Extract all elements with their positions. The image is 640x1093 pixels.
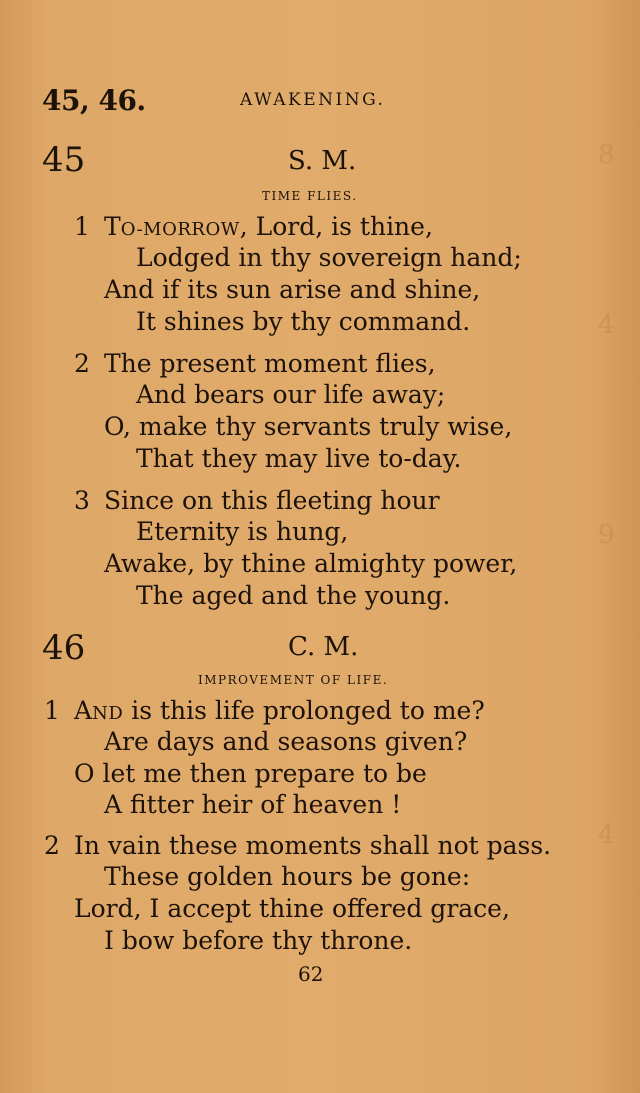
show-through-mark: 4	[598, 310, 615, 340]
show-through-mark: 9	[598, 520, 615, 550]
small-caps-word: O-MORROW	[120, 219, 240, 240]
drop-cap: A	[74, 696, 93, 725]
line-text: , Lord, is thine,	[239, 212, 433, 241]
verse-line: O let me then prepare to be	[74, 759, 427, 788]
verse-line: These golden hours be gone:	[104, 862, 471, 891]
verse-line: A fitter heir of heaven !	[104, 790, 402, 819]
verse-line: I bow before thy throne.	[104, 926, 413, 955]
small-caps-word: ND	[92, 703, 124, 724]
hymn-meter: S. M.	[288, 146, 357, 176]
verse-number: 2	[74, 349, 90, 378]
verse-line	[74, 696, 485, 725]
hymn-title: TIME FLIES.	[262, 189, 358, 203]
verse-number: 1	[74, 212, 90, 241]
hymn-number: 46	[42, 628, 86, 668]
line-text: is this life prolonged to me?	[123, 696, 485, 725]
verse-line: Since on this fleeting hour	[104, 486, 440, 515]
verse-line: O, make thy servants truly wise,	[104, 412, 513, 441]
verse-line: Awake, by thine almighty power,	[104, 549, 518, 578]
hymn-title: IMPROVEMENT OF LIFE.	[198, 673, 389, 687]
show-through-mark: 4	[598, 820, 615, 850]
drop-cap: T	[104, 212, 121, 241]
verse-line: The present moment flies,	[104, 349, 436, 378]
verse-line: It shines by thy command.	[136, 307, 471, 336]
header-hymn-numbers: 45, 46.	[42, 84, 146, 117]
verse-number: 3	[74, 486, 90, 515]
verse-line: And bears our life away;	[136, 380, 446, 409]
hymn-number: 45	[42, 140, 86, 180]
verse-line: In vain these moments shall not pass.	[74, 831, 552, 860]
verse-line: That they may live to-day.	[136, 444, 462, 473]
page-number: 62	[298, 962, 324, 986]
show-through-mark: 8	[598, 140, 615, 170]
verse-line: Eternity is hung,	[136, 517, 349, 546]
verse-number: 1	[44, 696, 60, 725]
verse-line: The aged and the young.	[136, 581, 451, 610]
verse-line: Lord, I accept thine offered grace,	[74, 894, 510, 923]
verse-line: Lodged in thy sovereign hand;	[136, 243, 522, 272]
verse-number: 2	[44, 831, 60, 860]
header-section-title: AWAKENING.	[240, 90, 386, 110]
verse-line: And if its sun arise and shine,	[104, 275, 481, 304]
hymn-meter: C. M.	[288, 632, 359, 662]
verse-line: Are days and seasons given?	[104, 727, 468, 756]
verse-line	[104, 212, 433, 241]
